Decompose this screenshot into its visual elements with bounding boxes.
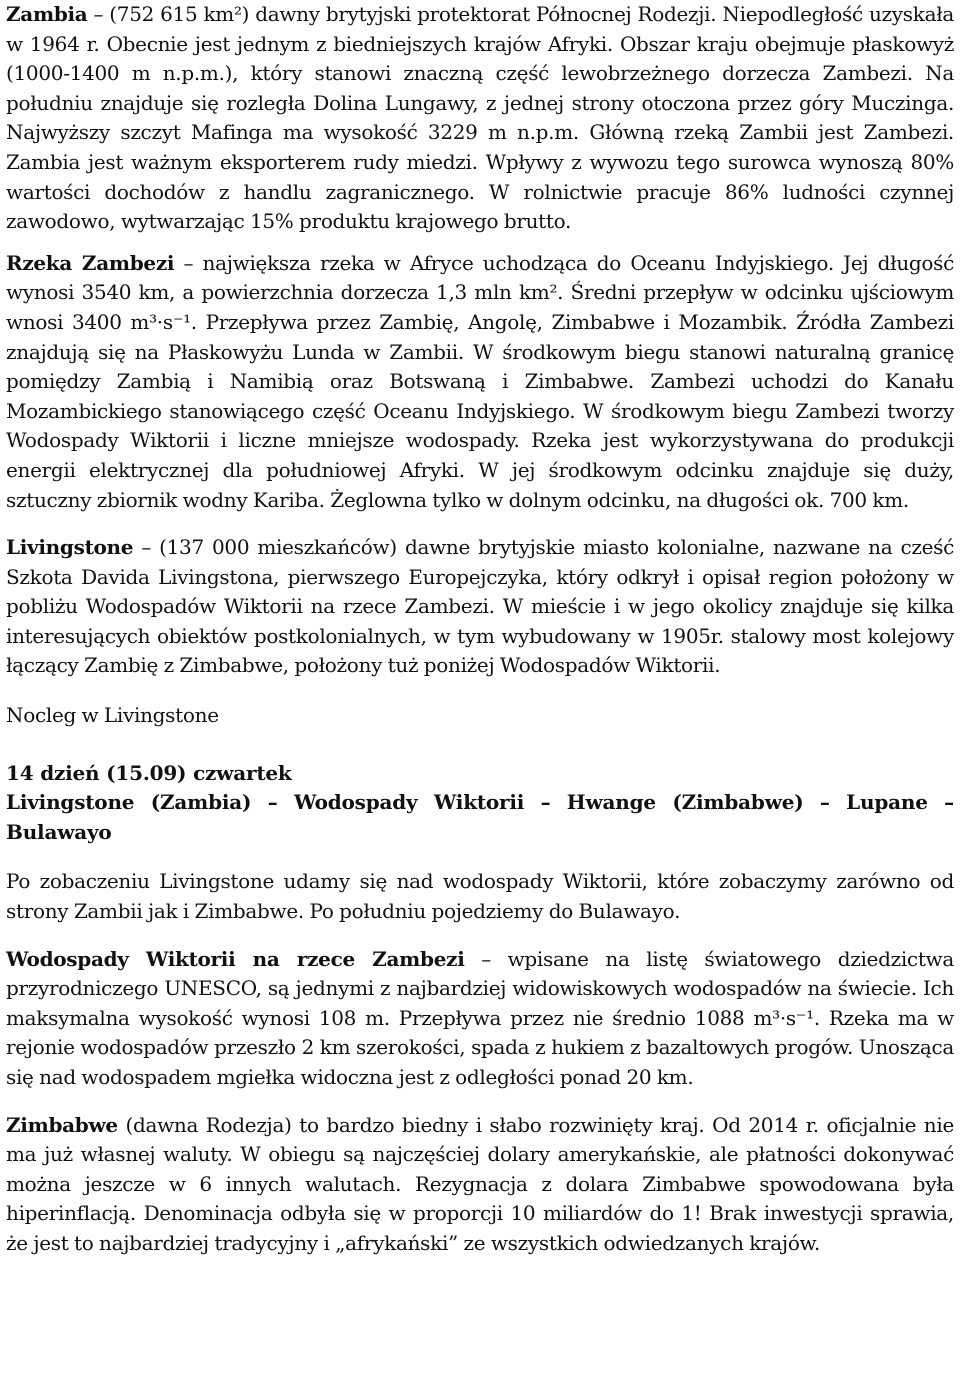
text-livingstone: – (137 000 mieszkańców) dawne brytyjskie miasto kolonialne, nazwane na cześć Szkota Davida Livingstona, pierwszego Europejczyka, który odkrył i opisał region położony w pobliżu Wodospadów Wiktorii na rzece Zambezi. W mieście i w jego okolicy znajduje się kilka interesujących obiektów postkolonialnych, w tym wybudowany w 1905r. stalowy most kolejowy łączący Zambię z Zimbabwe, położony tuż poniżej Wodospadów Wiktorii. [6,535,954,678]
day-14-heading [6,759,954,848]
term-livingstone: Livingstone [6,535,134,560]
term-zimbabwe: Zimbabwe [6,1112,118,1137]
term-zambezi: Rzeka Zambezi [6,250,175,275]
text-zambezi: – największa rzeka w Afryce uchodząca do Oceanu Indyjskiego. Jej długość wynosi 3540 km, a powierzchnia dorzecza 1,3 mln km². Średni przepływ w odcinku ujściowym wnosi 3400 m³·s⁻¹. Przepływa przez Zambię, Angolę, Zimbabwe i Mozambik. Źródła Zambezi znajdują się na Płaskowyżu Lunda w Zambii. W środkowym biegu stanowi naturalną granicę pomiędzy Zambią i Namibią oraz Botswaną i Zimbabwe. Zambezi uchodzi do Kanału Mozambickiego stanowiącego część Oceanu Indyjskiego. W środkowym biegu Zambezi tworzy Wodospady Wiktorii i liczne mniejsze wodospady. Rzeka jest wykorzystywana do produkcji energii elektrycznej dla południowej Afryki. W jej środkowym odcinku znajduje się duży, sztuczny zbiornik wodny Kariba. Żeglowna tylko w dolnym odcinku, na długości ok. 700 km. [6,250,955,512]
paragraph-victoria-falls [6,945,954,1093]
paragraph-zambezi [6,249,954,515]
term-zambia: Zambia [6,2,88,26]
paragraph-livingstone [6,533,954,681]
text-zimbabwe: (dawna Rodezja) to bardzo biedny i słabo rozwinięty kraj. Od 2014 r. oficjalnie nie ma już własnej waluty. W obiegu są najczęściej dolary amerykańskie, ale płatności dokonywać można jeszcze w 6 innych walutach. Rezygnacja z dolara Zimbabwe spowodowana była hiperinflacją. Denominacja odbyła się w proporcji 10 miliardów do 1! Brak inwestycji sprawia, że jest to najbardziej tradycyjny i „afrykański” ze wszystkich odwiedzanych krajów. [6,1112,954,1255]
paragraph-day-14-intro: Po zobaczeniu Livingstone udamy się nad wodospady Wiktorii, które zobaczymy zarówno od strony Zambii jak i Zimbabwe. Po południu pojedziemy do Bulawayo. [6,869,954,924]
overnight-note: Nocleg w Livingstone [6,703,219,728]
paragraph-zimbabwe [6,1111,954,1259]
day-14-title: 14 dzień (15.09) czwartek [6,760,292,785]
paragraph-zambia [6,0,954,237]
day-14-route: Livingstone (Zambia) – Wodospady Wiktorii – Hwange (Zimbabwe) – Lupane – Bulawayo [6,790,954,844]
text-zambia: – (752 615 km²) dawny brytyjski protektorat Północnej Rodezji. Niepodległość uzyskała w 1964 r. Obecnie jest jednym z biedniejszych krajów Afryki. Obszar kraju obejmuje płaskowyż (1000-1400 m n.p.m.), który stanowi znaczną część lewobrzeżnego dorzecza Zambezi. Na południu znajduje się rozległa Dolina Lungawy, z jednej strony otoczona przez góry Muczinga. Najwyższy szczyt Mafinga ma wysokość 3229 m n.p.m. Główną rzeką Zambii jest Zambezi. Zambia jest ważnym eksporterem rudy miedzi. Wpływy z wywozu tego surowca wynoszą 80% wartości dochodów z handlu zagranicznego. W rolnictwie pracuje 86% ludności czynnej zawodowo, wytwarzając 15% produktu krajowego brutto. [6,2,954,234]
text-victoria-falls: – wpisane na listę światowego dziedzictwa przyrodniczego UNESCO, są jednymi z najbardziej widowiskowych wodospadów na świecie. Ich maksymalna wysokość wynosi 108 m. Przepływa przez nie średnio 1088 m³·s⁻¹. Rzeka ma w rejonie wodospadów przeszło 2 km szerokości, spada z hukiem z bazaltowych progów. Unosząca się nad wodospadem mgiełka widoczna jest z odległości ponad 20 km. [6,946,954,1089]
term-victoria-falls: Wodospady Wiktorii na rzece Zambezi [6,946,465,971]
